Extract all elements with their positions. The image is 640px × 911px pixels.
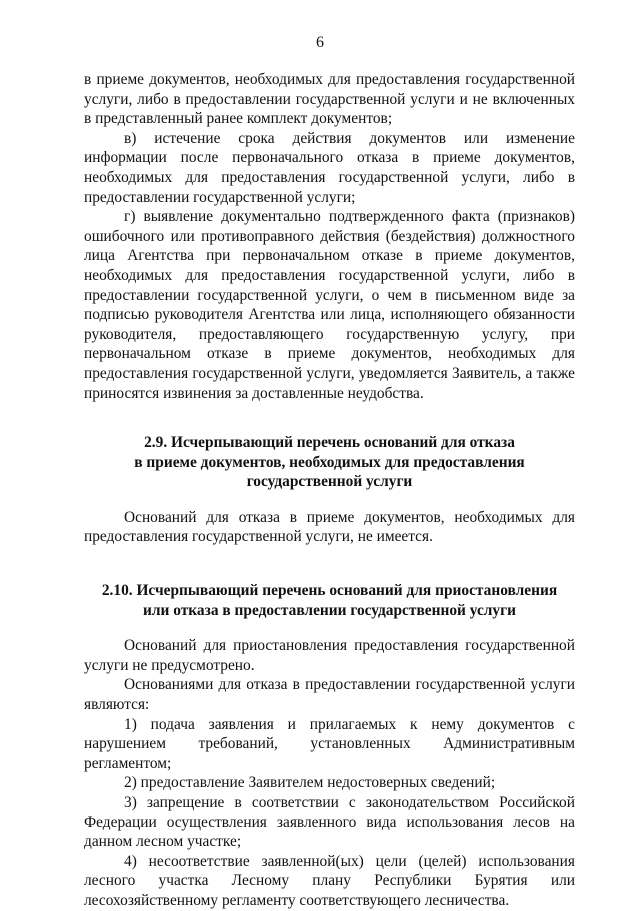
section-paragraph: Оснований для отказа в приеме документов, необходимых для предоставления государственной услуги, не имеется. (84, 508, 575, 546)
section-heading: государственной услуги (246, 473, 413, 491)
list-item: 2) предоставление Заявителем недостоверных сведений; (124, 774, 496, 792)
list-item: 4) несоответствие заявленной(ых) цели (целей) использования лесного участка Лесному плану Республики Бурятия или лесохозяйственному регламенту соответствующего лесничества. (84, 852, 575, 909)
page-number: 6 (316, 34, 324, 51)
spacer (84, 547, 575, 581)
section-paragraph: Основаниями для отказа в предоставлении государственной услуги являются: (84, 676, 575, 714)
list-item: 1) подача заявления и прилагаемых к нему документов с нарушением требований, установленных Административным регламентом; (84, 715, 575, 772)
document-body (84, 70, 575, 911)
section-2-9 (84, 433, 575, 547)
paragraph-continuation: в приеме документов, необходимых для предоставления государственной услуги, либо в предоставлении государственной услуги и не включенных в представленный ранее комплект документов; (84, 71, 575, 128)
paragraph-item-v: в) истечение срока действия документов или изменение информации после первоначального отказа в приеме документов, необходимых для предоставления государственной услуги, либо в предоставлении государственной услуги; (84, 129, 575, 206)
section-heading: 2.10. Исчерпывающий перечень оснований для приостановления (101, 582, 558, 600)
spacer (84, 620, 575, 636)
section-heading: в приеме документов, необходимых для предоставления (134, 453, 525, 471)
section-heading: 2.9. Исчерпывающий перечень оснований для отказа (144, 434, 515, 452)
spacer (84, 492, 575, 508)
spacer (84, 403, 575, 433)
section-heading: или отказа в предоставлении государственной услуги (143, 601, 516, 619)
paragraph-item-g: г) выявление документально подтвержденного факта (признаков) ошибочного или противоправного действия (бездействия) должностного лица Агентства при первоначальном отказе в приеме документов, необходимых для предоставления государственной услуги, либо в предоставлении государственной услуги, о чем в письменном виде за подписью руководителя Агентства или лица, исполняющего обязанности руководителя, предоставляющего государственную услугу, при первоначальном отказе в приеме документов, необходимых для предоставления государственной услуги, уведомляется Заявитель, а также приносятся извинения за доставленные неудобства. (84, 208, 575, 402)
list-item: 3) запрещение в соответствии с законодательством Российской Федерации осуществления заявленного вида использования лесов на данном лесном участке; (84, 794, 575, 851)
section-2-10 (84, 581, 575, 911)
section-paragraph: Оснований для приостановления предоставления государственной услуги не предусмотрено. (84, 637, 575, 674)
